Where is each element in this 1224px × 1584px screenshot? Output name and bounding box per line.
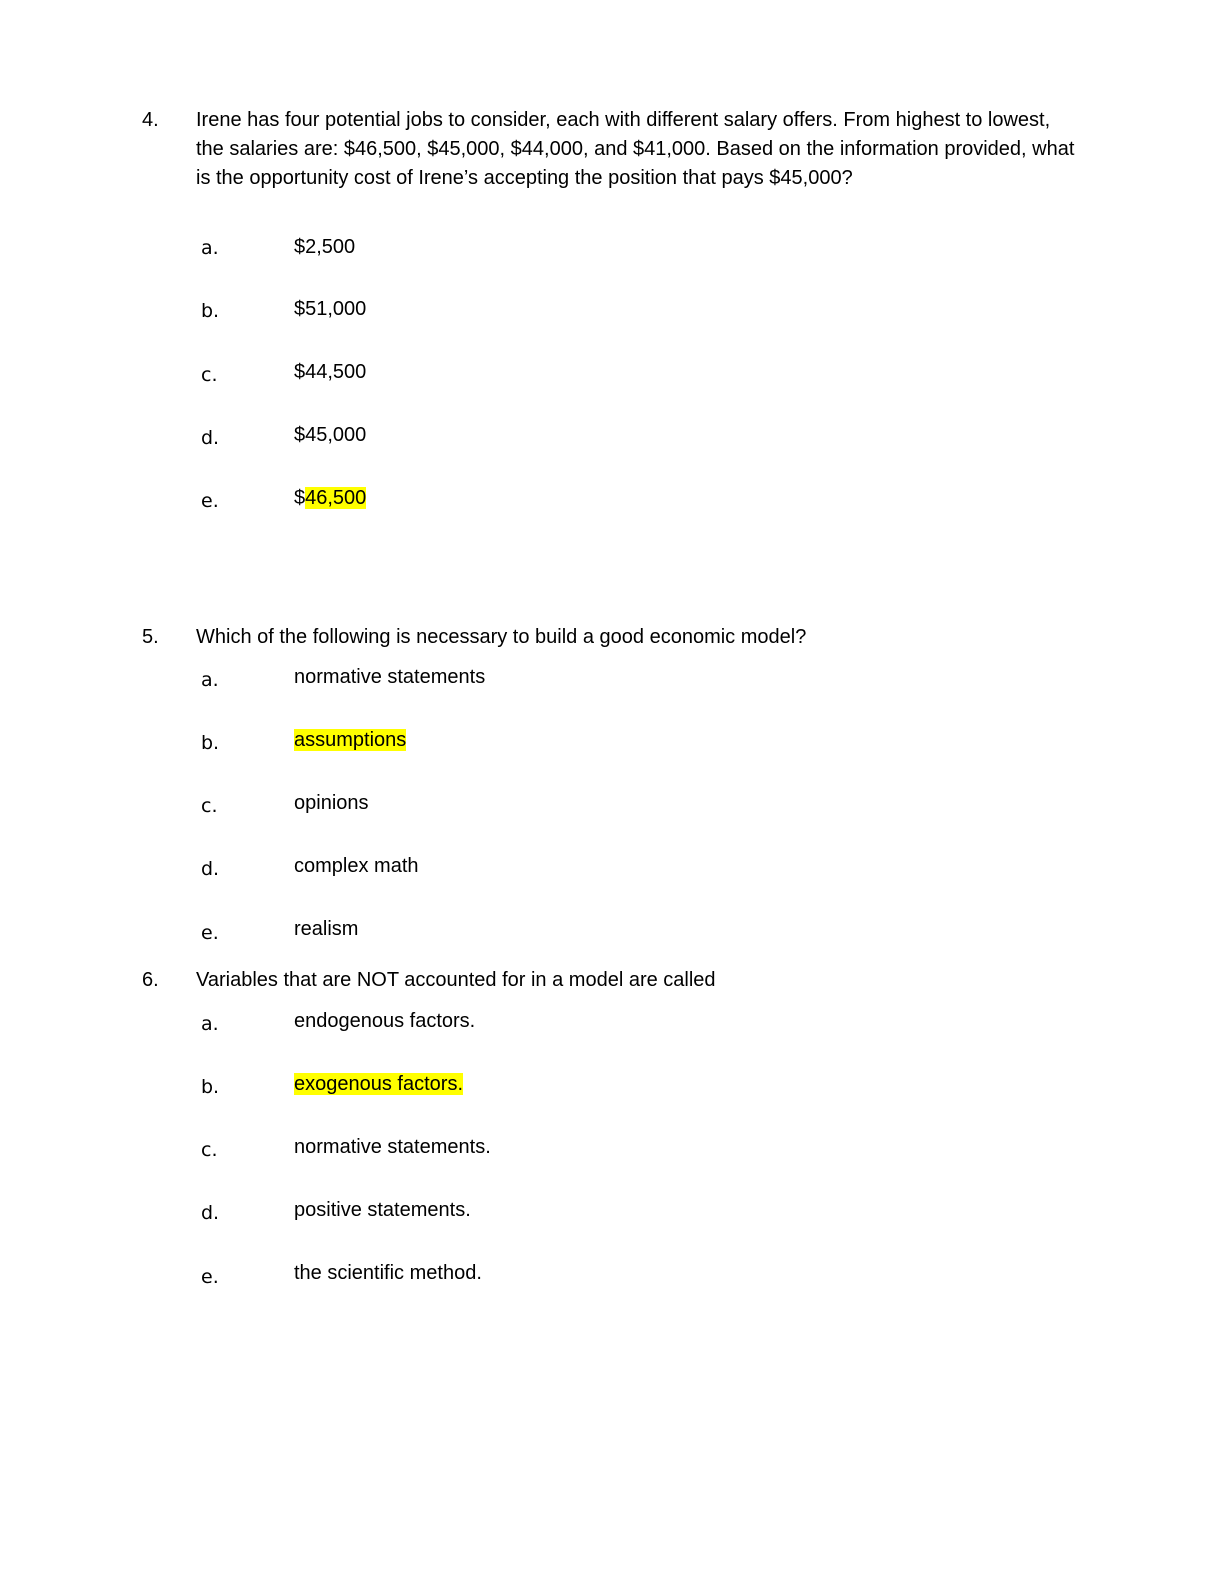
option-prefix: $ — [294, 487, 306, 509]
option-letter: d. — [201, 858, 220, 880]
option-text: $2,500 — [294, 236, 356, 258]
option-text — [294, 1071, 463, 1097]
option-text: endogenous factors. — [294, 1010, 476, 1032]
option-letter: d. — [201, 1202, 220, 1224]
option-text: the scientific method. — [294, 1262, 482, 1284]
option-letter: b. — [201, 300, 220, 322]
option-text: normative statements — [294, 666, 486, 688]
option-letter: a. — [201, 237, 219, 259]
question-text: Variables that are NOT accounted for in a model are called — [196, 969, 716, 991]
option-text: realism — [294, 918, 359, 940]
highlighted-answer: assumptions — [294, 729, 407, 751]
option-text: normative statements. — [294, 1136, 491, 1158]
option-letter: c. — [201, 795, 218, 817]
option-letter: b. — [201, 1076, 220, 1098]
option-text — [294, 485, 366, 511]
question-number: 6. — [142, 969, 159, 991]
option-letter: c. — [201, 364, 218, 386]
option-text: $44,500 — [294, 361, 367, 383]
question-number: 5. — [142, 626, 159, 648]
option-letter: e. — [201, 1266, 219, 1288]
highlighted-answer: 46,500 — [305, 487, 367, 509]
question-number: 4. — [142, 109, 159, 131]
option-letter: e. — [201, 490, 219, 512]
question-text: Which of the following is necessary to build a good economic model? — [196, 626, 807, 648]
option-text: positive statements. — [294, 1199, 471, 1221]
option-letter: c. — [201, 1139, 218, 1161]
highlighted-answer: exogenous factors. — [294, 1073, 463, 1095]
option-text — [294, 727, 406, 753]
option-text: $45,000 — [294, 424, 367, 446]
question-text: Irene has four potential jobs to consider, each with different salary offers. From highest to lowest, the salaries are: $46,500, $45,000, $44,000, and $41,000. Based on the information provided, what is the opportunity cost of Irene’s accepting the position that pays $45,000? — [196, 109, 1075, 189]
option-text: complex math — [294, 855, 419, 877]
option-letter: a. — [201, 1013, 219, 1035]
option-letter: b. — [201, 732, 220, 754]
option-text: $51,000 — [294, 298, 367, 320]
option-text: opinions — [294, 792, 369, 814]
option-letter: d. — [201, 427, 220, 449]
option-letter: e. — [201, 922, 219, 944]
option-letter: a. — [201, 669, 219, 691]
